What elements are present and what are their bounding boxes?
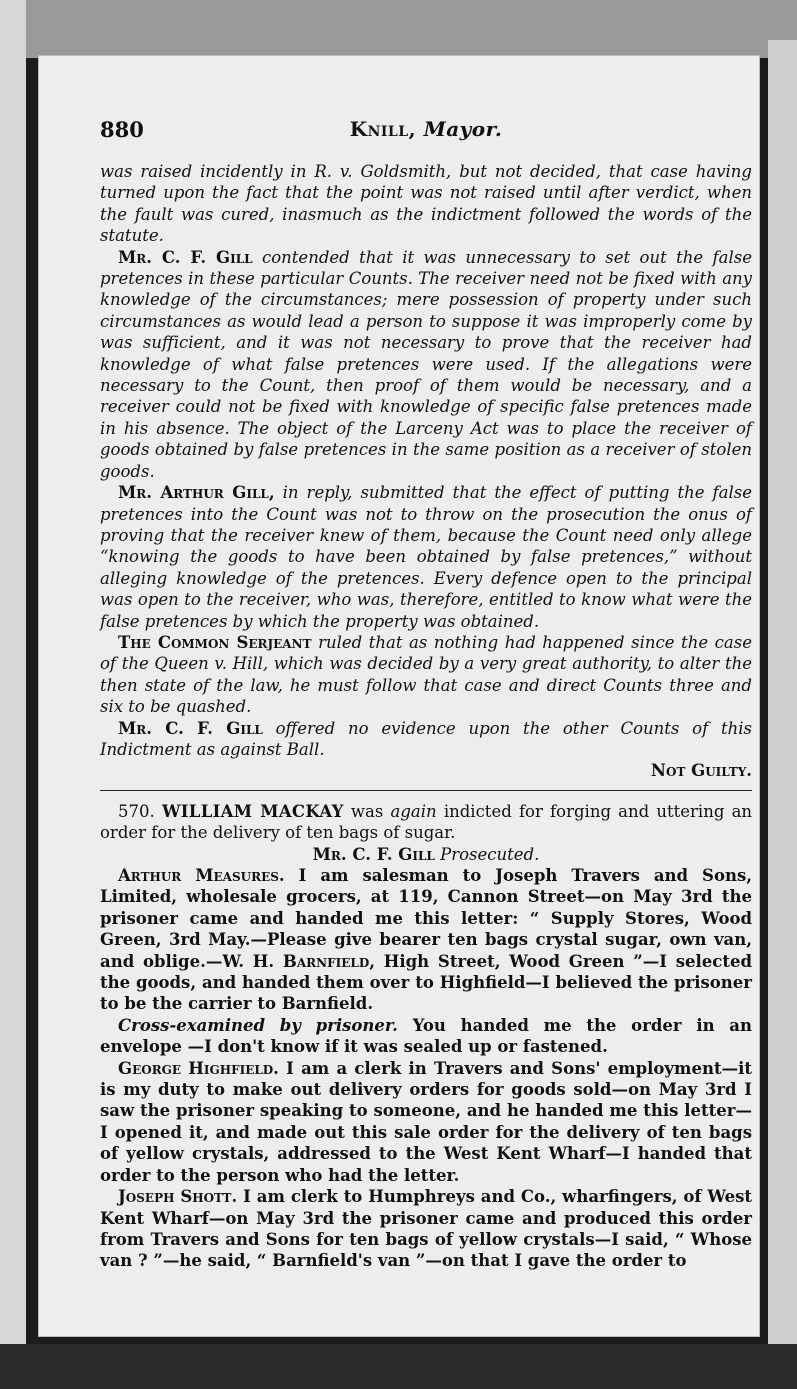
argument-paragraph-4 <box>100 632 752 718</box>
verdict: Not Guilty. <box>650 761 752 781</box>
cross-examination-label: Cross-examined by prisoner. <box>118 1015 398 1035</box>
testimony-paragraph-1 <box>100 865 752 1015</box>
testimony-text: I am a clerk in Travers and Sons' employment—it is my duty to make out delivery orders for goods sold—on May 3rd I saw the prisoner speaking to someone, and he handed me this letter—I opened it, and made out this sale order for the delivery of ten bags of yellow crystals, addressed to the West Kent Wharf—I handed that order to the person who had the letter. <box>100 1058 752 1185</box>
witness-name: Joseph Shott. <box>118 1187 238 1207</box>
witness-name: Arthur Measures. <box>118 866 285 885</box>
prosecutor-line <box>100 844 752 865</box>
running-head-name: Knill, <box>349 117 417 141</box>
prosecutor-name: Mr. C. F. Gill <box>312 844 435 864</box>
prosecutor-role: Prosecuted. <box>440 844 540 864</box>
case-heading <box>100 801 752 844</box>
scan-background-top <box>0 0 797 58</box>
defendant-name: WILLIAM MACKAY <box>161 801 344 821</box>
verdict-line <box>100 760 752 781</box>
running-head-title: Mayor. <box>423 117 503 141</box>
page-body <box>100 161 752 1272</box>
page-number: 880 <box>100 117 144 142</box>
scan-background-left <box>0 0 26 1389</box>
facing-page-edge <box>768 40 797 1350</box>
speaker: The Common Serjeant <box>118 632 312 652</box>
case-number: 570. <box>118 801 155 821</box>
testimony-paragraph-4 <box>100 1186 752 1272</box>
argument-paragraph-2 <box>100 247 752 482</box>
case-was: was <box>350 801 384 821</box>
testimony-text: I am clerk to Humphreys and Co., wharfingers, of West Kent Wharf—on May 3rd the prisoner came and produced this order from Travers and Sons for ten bags of yellow crystals—I said, “ Whose van ? ”—he said, “ Barnfield's van ”—on that I gave the order to <box>100 1187 753 1271</box>
speaker: Mr. C. F. Gill <box>118 247 253 267</box>
page-header <box>100 117 752 147</box>
speaker: Mr. Arthur Gill, <box>118 483 275 503</box>
argument-paragraph-5 <box>100 718 752 761</box>
section-divider <box>100 790 752 791</box>
scan-background-bottom <box>0 1344 797 1389</box>
case-again: again <box>390 801 437 821</box>
testimony-text: You handed me the order in an envelope —I don't know if it was sealed up or fastened. <box>100 1015 752 1057</box>
testimony-text: I am salesman to Joseph Travers and Sons, Limited, wholesale grocers, at 119, Cannon Street—on May 3rd the prisoner came and handed me this letter: “ Supply Stores, Wood Green, 3rd May.—Please give bearer ten bags crystal sugar, own van, and oblige.—W. H. <box>100 866 752 971</box>
signature-name: Barnfield, <box>282 951 375 971</box>
argument-text: contended that it was unnecessary to set out the false pretences in these particular Counts. The receiver need not be fixed with any knowledge of the circumstances; mere possession of property under such circumstances as would lead a person to suppose it was improperly come by was sufficient, and it was not necessary to prove that the receiver had knowledge of what false pretences were used. If the allegations were necessary to the Count, then proof of them would be necessary, and a receiver could not be fixed with knowledge of specific false pretences made in his absence. The object of the Larceny Act was to place the receiver of goods obtained by false pretences in the same position as a receiver of stolen goods. <box>100 247 752 481</box>
argument-text: offered no evidence upon the other Counts of this Indictment as against Ball. <box>100 718 753 759</box>
case-charge: indicted for forging and uttering an order for the delivery of ten bags of sugar. <box>100 801 753 843</box>
argument-paragraph-1: was raised incidently in R. v. Goldsmith, but not decided, that case having turned upon the fact that the point was not raised until after verdict, when the fault was cured, inasmuch as the indictment followed the words of the statute. <box>100 162 752 246</box>
testimony-paragraph-2 <box>100 1015 752 1058</box>
running-head <box>100 117 752 141</box>
argument-text: in reply, submitted that the effect of putting the false pretences into the Count was not to throw on the prosecution the onus of proving that the receiver knew of them, because the Count need only allege “knowing the goods to have been obtained by false pretences,” without alleging knowledge of the pretences. Every defence open to the principal was open to the receiver, who was, therefore, entitled to know what were the false pretences by which the property was obtained. <box>100 483 752 631</box>
speaker: Mr. C. F. Gill <box>118 718 263 738</box>
book-page <box>38 55 760 1337</box>
argument-paragraph-3 <box>100 482 752 632</box>
testimony-paragraph-3 <box>100 1058 752 1186</box>
witness-name: George Highfield. <box>118 1058 279 1078</box>
argument-text: ruled that as nothing had happened since the case of the Queen v. Hill, which was decided by a very great authority, to alter the then state of the law, he must follow that case and direct Counts three and six to be quashed. <box>100 632 752 717</box>
testimony-text-continued: High Street, Wood Green ”—I selected the goods, and handed them over to Highfield—I believed the prisoner to be the carrier to Barnfield. <box>100 951 752 1014</box>
